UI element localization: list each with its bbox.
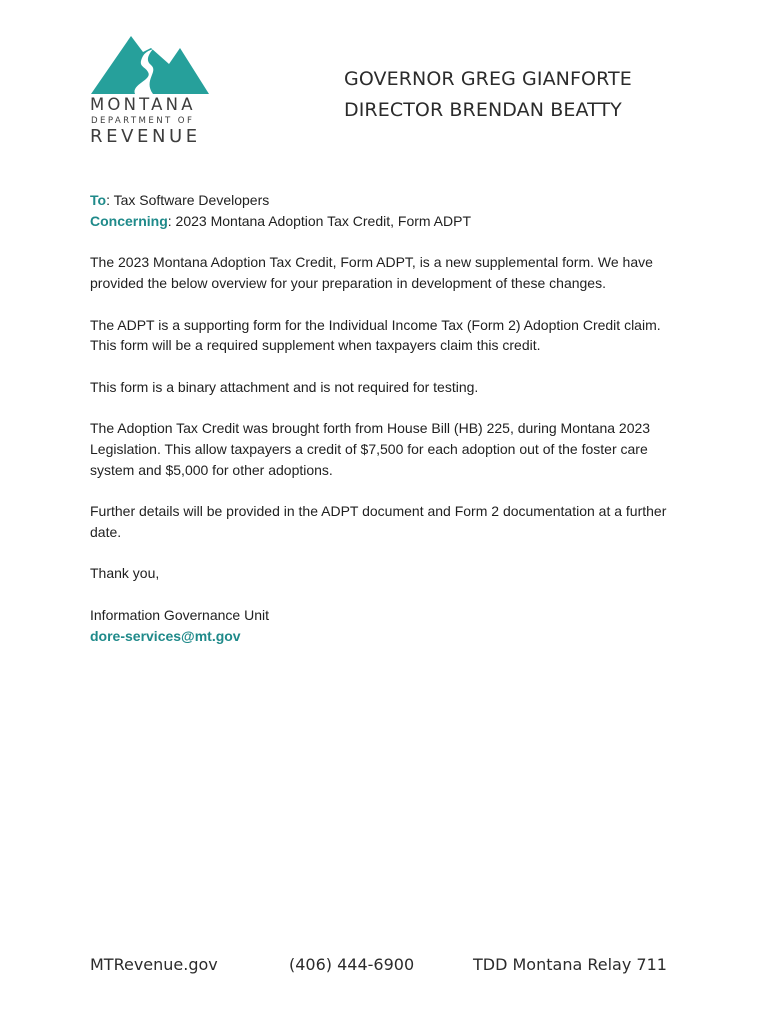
- letter-meta: [90, 190, 690, 232]
- footer-tdd: TDD Montana Relay 711: [473, 955, 667, 974]
- logo-text-revenue: REVENUE: [90, 126, 201, 147]
- paragraph-house-bill: The Adoption Tax Credit was brought forth from House Bill (HB) 225, during Montana 2023 Legislation. This allow taxpayers a credit of $7,500 for each adoption out of the foster care system and $5,000 for other adoptions.: [90, 420, 651, 478]
- concerning-value: : 2023 Montana Adoption Tax Credit, Form ADPT: [167, 212, 472, 229]
- footer: [0, 955, 770, 979]
- governor-name: GOVERNOR GREG GIANFORTE: [344, 68, 632, 90]
- paragraph-binary-attachment: This form is a binary attachment and is not required for testing.: [90, 378, 479, 395]
- to-line: [90, 190, 690, 211]
- email-link[interactable]: dore-services@mt.gov: [90, 627, 241, 644]
- paragraph-further-details: Further details will be provided in the ADPT document and Form 2 documentation at a further date.: [90, 503, 667, 540]
- letter-body: [90, 190, 690, 646]
- mountain-logo-icon: [91, 34, 209, 94]
- logo-text-department-of: DEPARTMENT OF: [91, 116, 195, 126]
- signature-block: [90, 605, 690, 647]
- to-label: To: [90, 192, 107, 208]
- logo-text-montana: MONTANA: [90, 95, 196, 114]
- concerning-label: Concerning: [90, 212, 168, 229]
- footer-phone: (406) 444-6900: [289, 955, 415, 974]
- paragraph-intro: The 2023 Montana Adoption Tax Credit, Form ADPT, is a new supplemental form. We have provided the below overview for your preparation in development of these changes.: [90, 254, 653, 292]
- footer-website[interactable]: MTRevenue.gov: [90, 955, 218, 974]
- montana-dor-logo: [88, 34, 214, 146]
- signature-unit: Information Governance Unit: [90, 606, 269, 623]
- director-name: DIRECTOR BRENDAN BEATTY: [344, 99, 622, 121]
- closing-thank-you: Thank you,: [90, 565, 160, 582]
- concerning-line: [90, 211, 690, 232]
- paragraph-supporting-form: The ADPT is a supporting form for the Individual Income Tax (Form 2) Adoption Credit claim. This form will be a required supplement when taxpayers claim this credit.: [90, 316, 661, 354]
- to-value: : Tax Software Developers: [106, 192, 270, 208]
- officials-header: [344, 64, 632, 126]
